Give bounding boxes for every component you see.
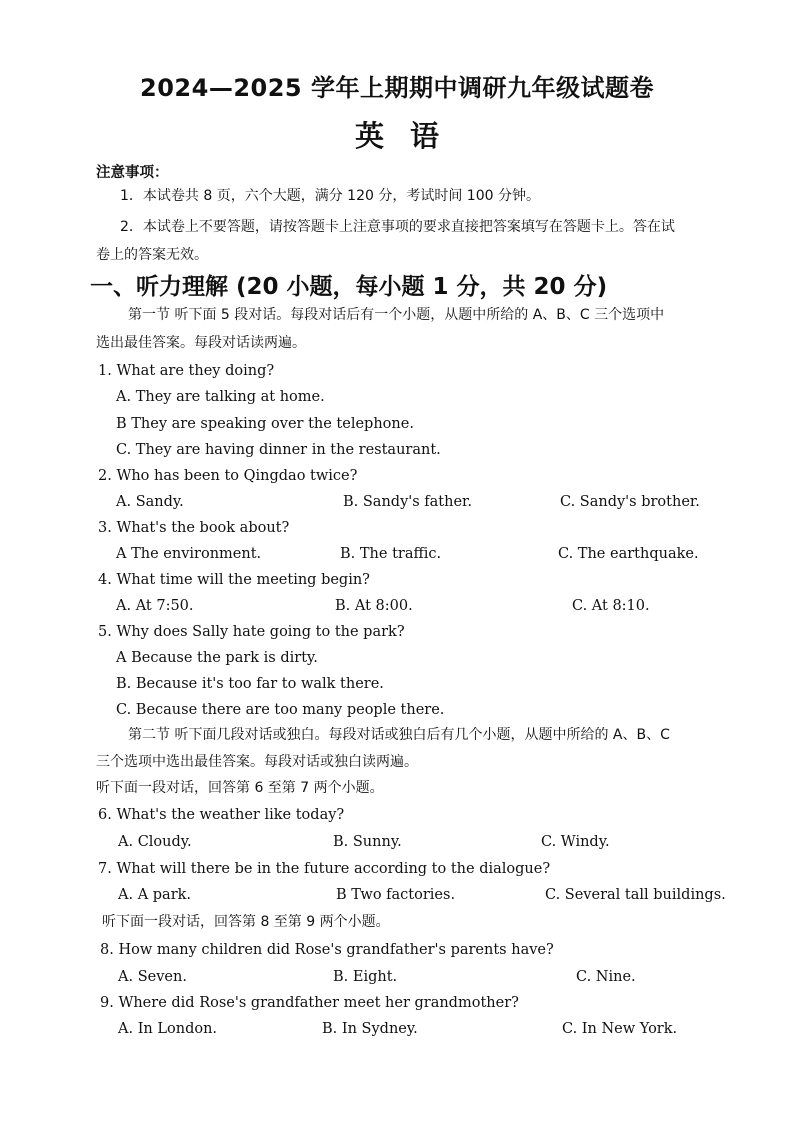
question-7-option-c: C. Several tall buildings. [545, 887, 726, 903]
section-heading-listening: 一、听力理解 (20 小题，每小题 1 分，共 20 分) [90, 274, 608, 300]
question-2-stem: 2. Who has been to Qingdao twice? [98, 468, 358, 484]
exam-title: 2024—2025 学年上期期中调研九年级试题卷 [140, 74, 654, 102]
part2-instruction-line-2: 三个选项中选出最佳答案。每段对话或独白读两遍。 [96, 754, 418, 770]
question-6-option-c: C. Windy. [541, 834, 610, 850]
part1-instruction-line-2: 选出最佳答案。每段对话读两遍。 [96, 335, 306, 351]
notice-item-2-line-2: 卷上的答案无效。 [96, 247, 208, 263]
question-9-option-c: C. In New York. [562, 1021, 678, 1037]
instruction-questions-8-9: 听下面一段对话，回答第 8 至第 9 两个小题。 [102, 914, 390, 930]
notice-item-2-line-1: 2．本试卷上不要答题，请按答题卡上注意事项的要求直接把答案填写在答题卡上。答在试 [120, 219, 675, 235]
question-5-option-b: B. Because it's too far to walk there. [116, 676, 384, 692]
question-3-option-b: B. The traffic. [340, 546, 442, 562]
question-6-option-b: B. Sunny. [333, 834, 402, 850]
question-8-option-c: C. Nine. [576, 969, 636, 985]
question-8-stem: 8. How many children did Rose's grandfather's parents have? [100, 942, 554, 958]
question-1-option-b: B They are speaking over the telephone. [116, 416, 414, 432]
exam-subject: 英语 [354, 119, 465, 153]
question-7-option-a: A. A park. [118, 887, 192, 903]
question-3-option-c: C. The earthquake. [558, 546, 699, 562]
notice-heading: 注意事项： [96, 165, 169, 181]
question-2-option-a: A. Sandy. [116, 494, 184, 510]
question-8-option-a: A. Seven. [118, 969, 187, 985]
question-6-option-a: A. Cloudy. [118, 834, 192, 850]
question-4-option-c: C. At 8:10. [572, 598, 650, 614]
question-9-option-a: A. In London. [118, 1021, 218, 1037]
question-9-option-b: B. In Sydney. [322, 1021, 418, 1037]
question-2-option-c: C. Sandy's brother. [560, 494, 700, 510]
question-4-option-a: A. At 7:50. [116, 598, 194, 614]
instruction-questions-6-7: 听下面一段对话，回答第 6 至第 7 两个小题。 [96, 780, 384, 796]
question-5-option-a: A Because the park is dirty. [116, 650, 318, 666]
question-2-option-b: B. Sandy's father. [343, 494, 473, 510]
part1-instruction-line-1: 第一节 听下面 5 段对话。每段对话后有一个小题，从题中所给的 A、B、C 三个选项中 [128, 307, 665, 323]
question-4-stem: 4. What time will the meeting begin? [98, 572, 370, 588]
question-5-stem: 5. Why does Sally hate going to the park? [98, 624, 405, 640]
question-1-option-a: A. They are talking at home. [116, 389, 325, 405]
part2-instruction-line-1: 第二节 听下面几段对话或独白。每段对话或独白后有几个小题，从题中所给的 A、B、C [128, 727, 670, 743]
question-3-option-a: A The environment. [116, 546, 262, 562]
notice-item-1: 1．本试卷共 8 页，六个大题，满分 120 分，考试时间 100 分钟。 [120, 188, 540, 204]
question-1-stem: 1. What are they doing? [98, 363, 275, 379]
question-1-option-c: C. They are having dinner in the restaurant. [116, 442, 441, 458]
question-4-option-b: B. At 8:00. [335, 598, 413, 614]
question-3-stem: 3. What's the book about? [98, 520, 290, 536]
question-9-stem: 9. Where did Rose's grandfather meet her grandmother? [100, 995, 519, 1011]
question-8-option-b: B. Eight. [333, 969, 398, 985]
question-6-stem: 6. What's the weather like today? [98, 807, 345, 823]
question-5-option-c: C. Because there are too many people there. [116, 702, 445, 718]
question-7-stem: 7. What will there be in the future according to the dialogue? [98, 861, 551, 877]
question-7-option-b: B Two factories. [336, 887, 456, 903]
